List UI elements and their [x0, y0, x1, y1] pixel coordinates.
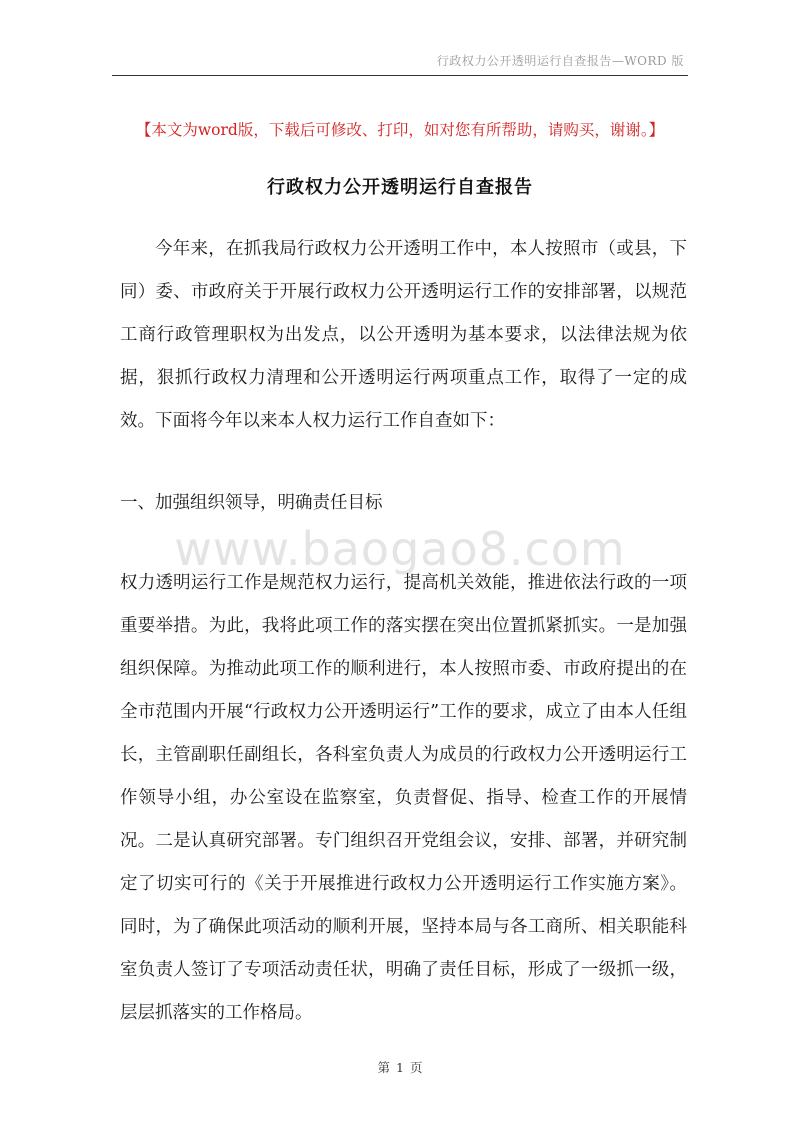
page-number: 1: [396, 1060, 404, 1075]
running-header: 行政权力公开透明运行自查报告—WORD 版: [436, 54, 684, 68]
page-prefix: 第: [377, 1060, 391, 1075]
section-body-1: 权力透明运行工作是规范权力运行，提高机关效能，推进依法行政的一项重要举措。为此，我将此项工作的落实摆在突出位置抓紧抓实。一是加强组织保障。为推动此项工作的顺利进行，本人按照市委、市政府提出的在全市范围内开展“行政权力公开透明运行”工作的要求，成立了由本人任组长，主管副职任副组长，各科室负责人为成员的行政权力公开透明运行工作领导小组，办公室设在监察室，负责督促、指导、检查工作的开展情况。二是认真研究部署。专门组织召开党组会议，安排、部署，并研究制定了切实可行的《关于开展推进行政权力公开透明运行工作实施方案》。同时，为了确保此项活动的顺利开展，坚持本局与各工商所、相关职能科室负责人签订了专项活动责任状，明确了责任目标，形成了一级抓一级，层层抓落实的工作格局。: [120, 573, 687, 1023]
intro-paragraph: 今年来，在抓我局行政权力公开透明工作中，本人按照市（或县，下同）委、市政府关于开展行政权力公开透明运行工作的安排部署，以规范工商行政管理职权为出发点，以公开透明为基本要求，以法律法规为依据，狠抓行政权力清理和公开透明运行两项重点工作，取得了一定的成效。下面将今年以来本人权力运行工作自查如下：: [120, 239, 687, 431]
page-suffix: 页: [409, 1060, 423, 1075]
watermark: www.baogao8.com: [174, 522, 626, 576]
section-heading-1: 一、加强组织领导，明确责任目标: [120, 493, 383, 513]
page-footer: [0, 1058, 800, 1076]
document-title: 行政权力公开透明运行自查报告: [267, 177, 533, 198]
download-notice: 【本文为word版，下载后可修改、打印，如对您有所帮助，请购买，谢谢。】: [135, 121, 665, 139]
header-divider: [112, 75, 688, 76]
